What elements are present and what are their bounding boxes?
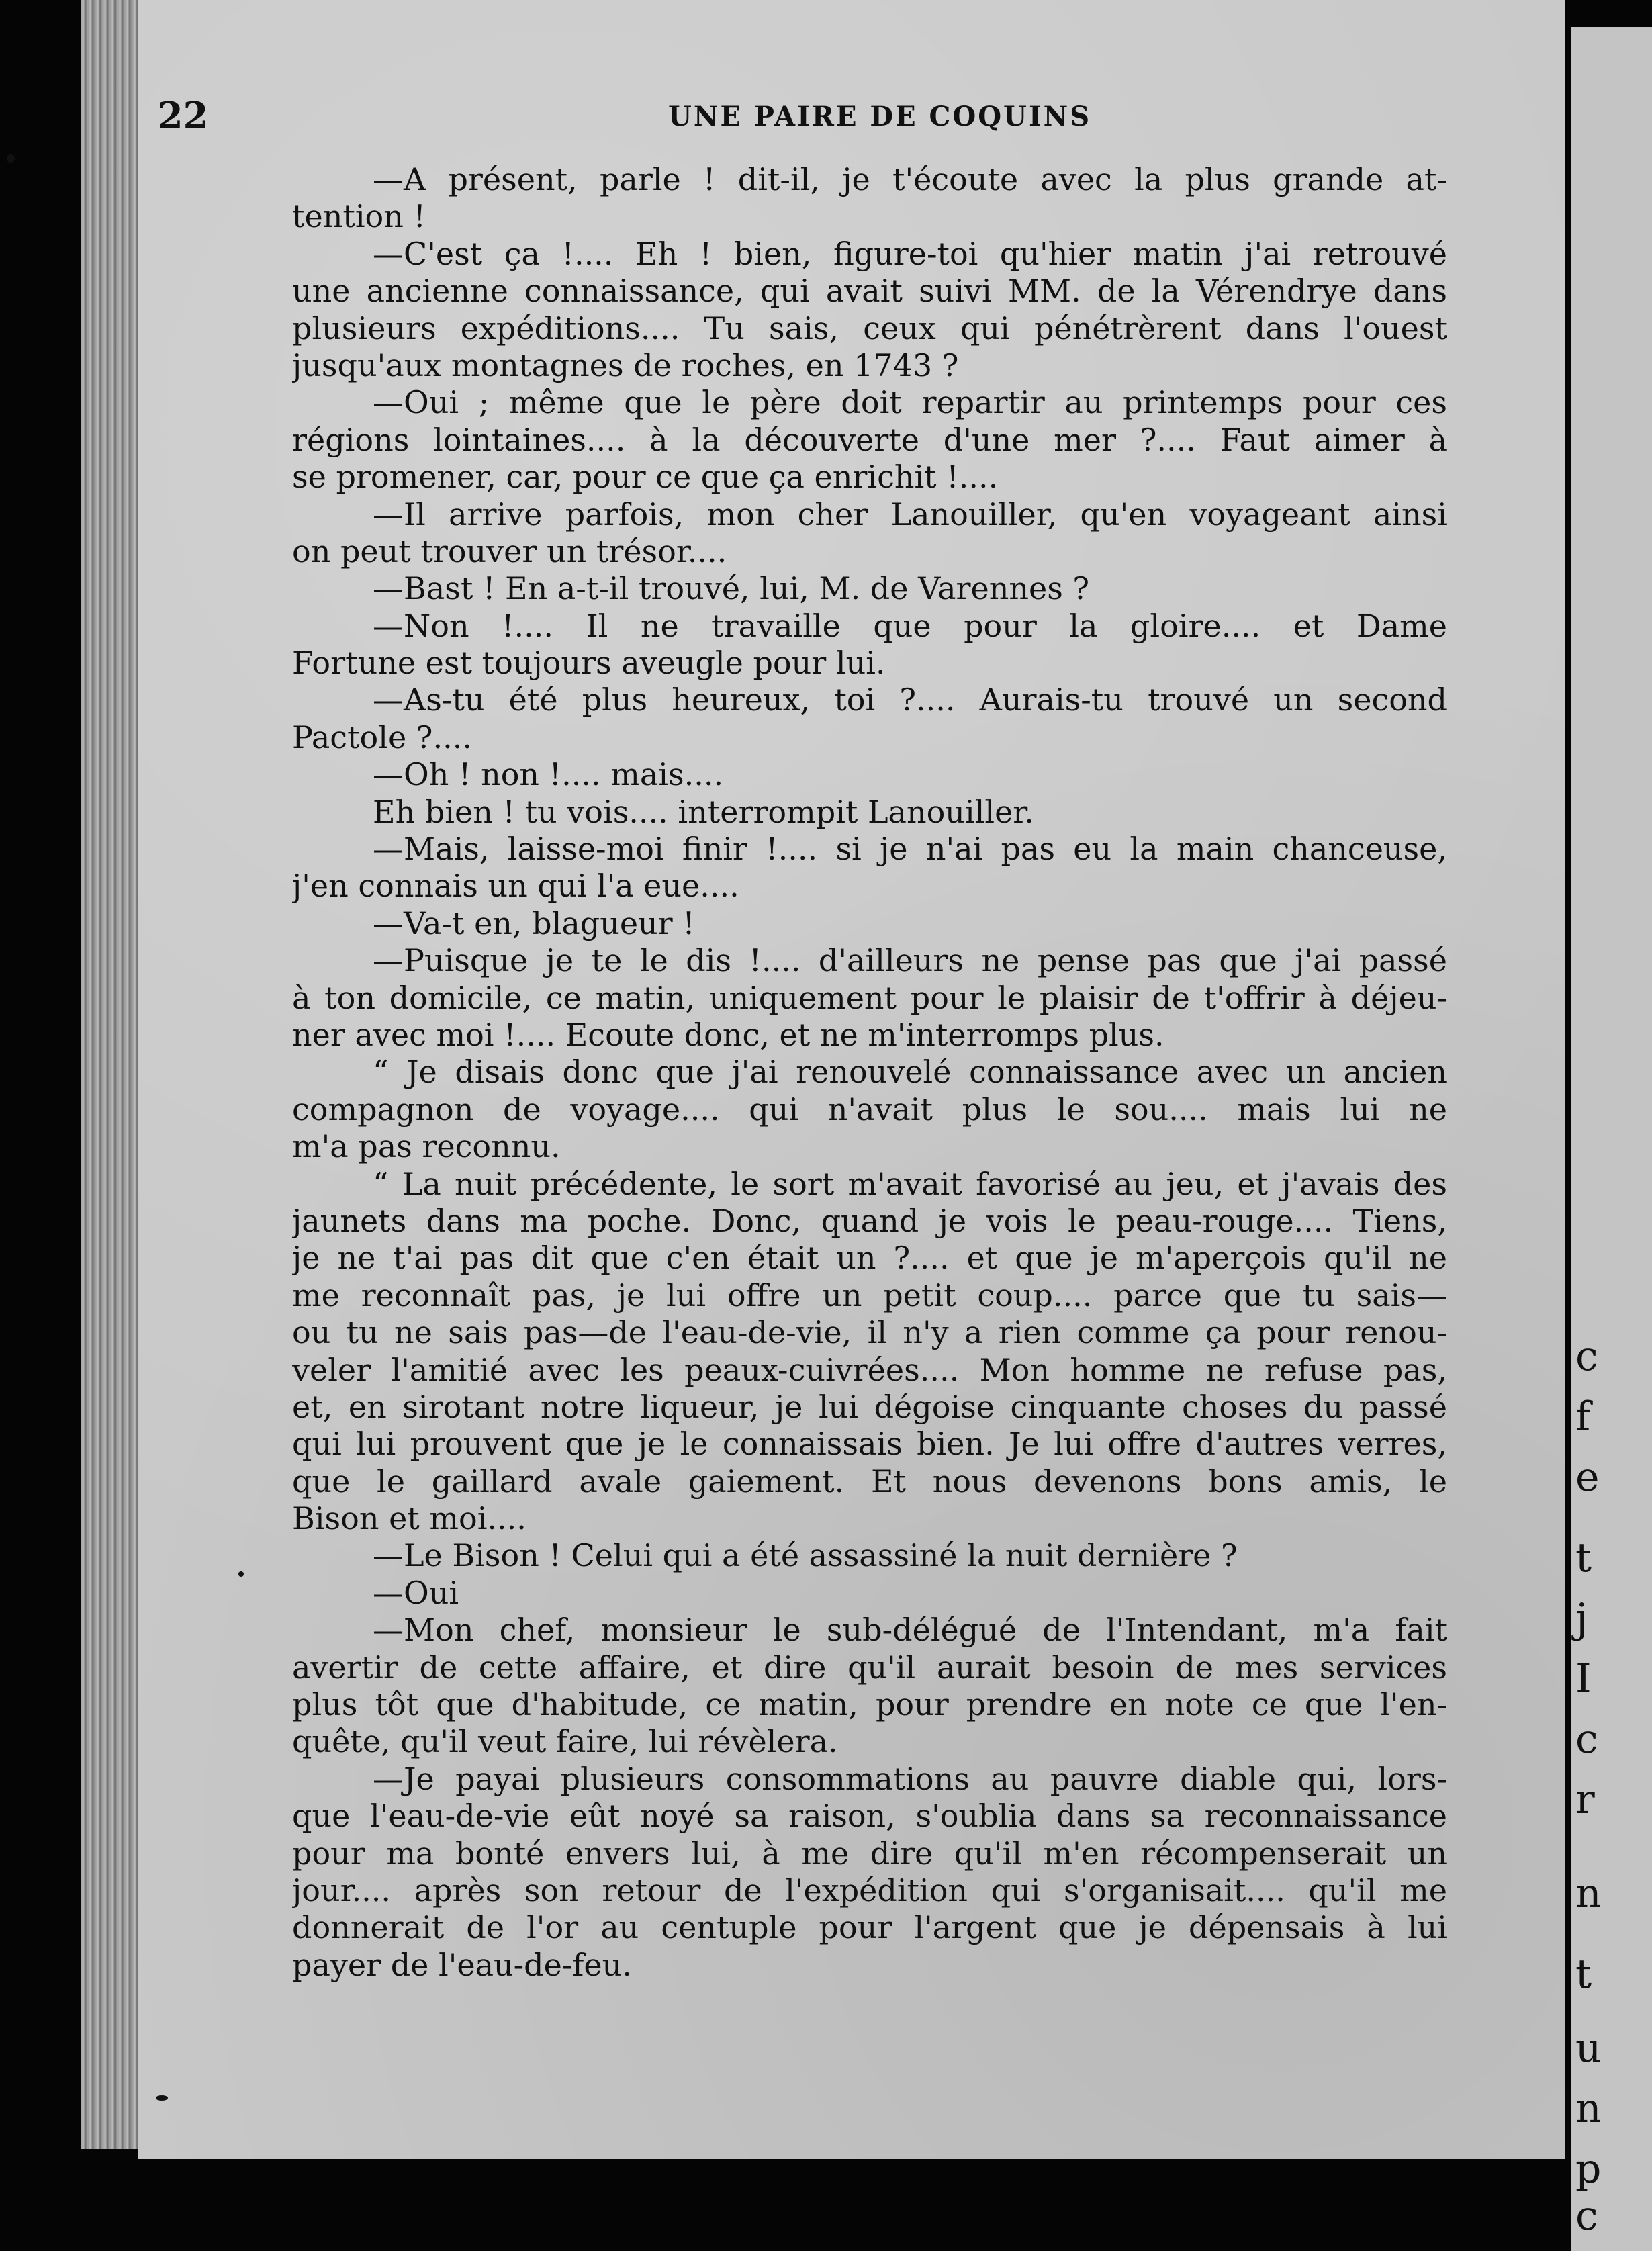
right-page-fragment: r: [1575, 1776, 1595, 1823]
scan-speck: [156, 2095, 168, 2101]
right-page-fragment: u: [1575, 2025, 1602, 2072]
text-line: “ La nuit précédente, le sort m'avait favorisé au jeu, et j'avais des: [373, 1165, 1447, 1202]
text-line: jaunets dans ma poche. Donc, quand je vois le peau-rouge.... Tiens,: [292, 1202, 1447, 1239]
page-number: 22: [158, 94, 209, 137]
text-line: régions lointaines.... à la découverte d'une mer ?.... Faut aimer à: [292, 421, 1447, 458]
text-line: on peut trouver un trésor....: [292, 533, 727, 569]
text-line: à ton domicile, ce matin, uniquement pour le plaisir de t'offrir à déjeu-: [292, 979, 1447, 1016]
right-page-fragment: I: [1575, 1655, 1592, 1702]
text-line: une ancienne connaissance, qui avait suivi MM. de la Vérendrye dans: [292, 273, 1447, 310]
text-line: et, en sirotant notre liqueur, je lui dégoise cinquante choses du passé: [292, 1388, 1447, 1425]
text-line: —Puisque je te le dis !.... d'ailleurs ne pense pas que j'ai passé: [373, 942, 1447, 979]
right-page-fragment: f: [1575, 1393, 1591, 1440]
right-page-fragment: c: [1575, 2193, 1598, 2240]
right-page-fragment: p: [1575, 2146, 1602, 2193]
right-page-sliver: [1571, 27, 1652, 2251]
running-title: UNE PAIRE DE COQUINS: [668, 101, 1092, 132]
text-line: —Mais, laisse-moi finir !.... si je n'ai pas eu la main chanceuse,: [373, 831, 1447, 868]
right-page-fragment: t: [1575, 1534, 1592, 1581]
page-text-body: [292, 161, 1447, 1984]
text-line: m'a pas reconnu.: [292, 1128, 561, 1165]
text-line: —Il arrive parfois, mon cher Lanouiller, qu'en voyageant ainsi: [373, 496, 1447, 533]
text-line: Fortune est toujours aveugle pour lui.: [292, 645, 886, 682]
text-line: Bison et moi....: [292, 1500, 526, 1537]
text-line: donnerait de l'or au centuple pour l'argent que je dépensais à lui: [292, 1909, 1447, 1946]
right-page-fragment: t: [1575, 1951, 1592, 1998]
text-line: —Non !.... Il ne travaille que pour la gloire.... et Dame: [373, 607, 1447, 644]
text-line: quête, qu'il veut faire, lui révèlera.: [292, 1723, 838, 1760]
text-line: —Oui: [373, 1574, 459, 1611]
text-line: —Oui ; même que le père doit repartir au printemps pour ces: [373, 384, 1447, 421]
right-page-fragment: e: [1575, 1454, 1600, 1501]
text-line: “ Je disais donc que j'ai renouvelé connaissance avec un ancien: [373, 1054, 1447, 1091]
scan-speck: [238, 1571, 244, 1577]
text-line: qui lui prouvent que je le connaissais bien. Je lui offre d'autres verres,: [292, 1426, 1447, 1463]
text-line: —Bast ! En a-t-il trouvé, lui, M. de Varennes ?: [373, 570, 1090, 607]
text-line: se promener, car, pour ce que ça enrichit !....: [292, 459, 999, 496]
text-line: Pactole ?....: [292, 719, 472, 755]
text-line: que l'eau-de-vie eût noyé sa raison, s'oublia dans sa reconnaissance: [292, 1798, 1447, 1835]
text-line: pour ma bonté envers lui, à me dire qu'il m'en récompenserait un: [292, 1835, 1447, 1872]
book-page-edges: [81, 0, 141, 2149]
text-line: —Oh ! non !.... mais....: [373, 756, 724, 793]
text-line: ner avec moi !.... Ecoute donc, et ne m'interromps plus.: [292, 1016, 1164, 1053]
text-line: —Le Bison ! Celui qui a été assassiné la nuit dernière ?: [373, 1537, 1238, 1574]
text-line: —Je payai plusieurs consommations au pauvre diable qui, lors-: [373, 1760, 1447, 1797]
text-line: —Va-t en, blagueur !: [373, 905, 695, 941]
text-line: jusqu'aux montagnes de roches, en 1743 ?: [292, 347, 959, 383]
text-line: plusieurs expéditions.... Tu sais, ceux qui pénétrèrent dans l'ouest: [292, 310, 1447, 347]
text-line: avertir de cette affaire, et dire qu'il aurait besoin de mes services: [292, 1649, 1447, 1686]
text-line: plus tôt que d'habitude, ce matin, pour prendre en note ce que l'en-: [292, 1686, 1447, 1723]
text-line: —A présent, parle ! dit-il, je t'écoute avec la plus grande at-: [373, 161, 1447, 197]
text-line: ou tu ne sais pas—de l'eau-de-vie, il n'y a rien comme ça pour renou-: [292, 1314, 1447, 1351]
right-page-fragment: j: [1575, 1595, 1588, 1642]
text-line: payer de l'eau-de-feu.: [292, 1946, 632, 1983]
text-line: Eh bien ! tu vois.... interrompit Lanouiller.: [373, 793, 1034, 830]
text-line: me reconnaît pas, je lui offre un petit coup.... parce que tu sais—: [292, 1277, 1447, 1314]
text-line: —Mon chef, monsieur le sub-délégué de l'Intendant, m'a fait: [373, 1612, 1447, 1649]
text-line: —C'est ça !.... Eh ! bien, figure-toi qu'hier matin j'ai retrouvé: [373, 235, 1447, 272]
text-line: compagnon de voyage.... qui n'avait plus le sou.... mais lui ne: [292, 1091, 1447, 1128]
text-line: —As-tu été plus heureux, toi ?.... Aurais-tu trouvé un second: [373, 682, 1447, 719]
text-line: je ne t'ai pas dit que c'en était un ?.... et que je m'aperçois qu'il ne: [292, 1240, 1447, 1277]
text-line: tention !: [292, 198, 426, 235]
text-line: j'en connais un qui l'a eue....: [292, 868, 739, 905]
text-line: que le gaillard avale gaiement. Et nous devenons bons amis, le: [292, 1463, 1447, 1500]
text-line: jour.... après son retour de l'expédition qui s'organisait.... qu'il me: [292, 1872, 1447, 1909]
right-page-fragment: c: [1575, 1333, 1598, 1380]
scan-speck: [7, 154, 15, 163]
page-header: [158, 94, 1434, 148]
text-line: veler l'amitié avec les peaux-cuivrées.... Mon homme ne refuse pas,: [292, 1351, 1447, 1388]
right-page-fragment: c: [1575, 1716, 1598, 1763]
right-page-fragment: n: [1575, 2085, 1602, 2132]
right-page-fragment: n: [1575, 1870, 1602, 1917]
